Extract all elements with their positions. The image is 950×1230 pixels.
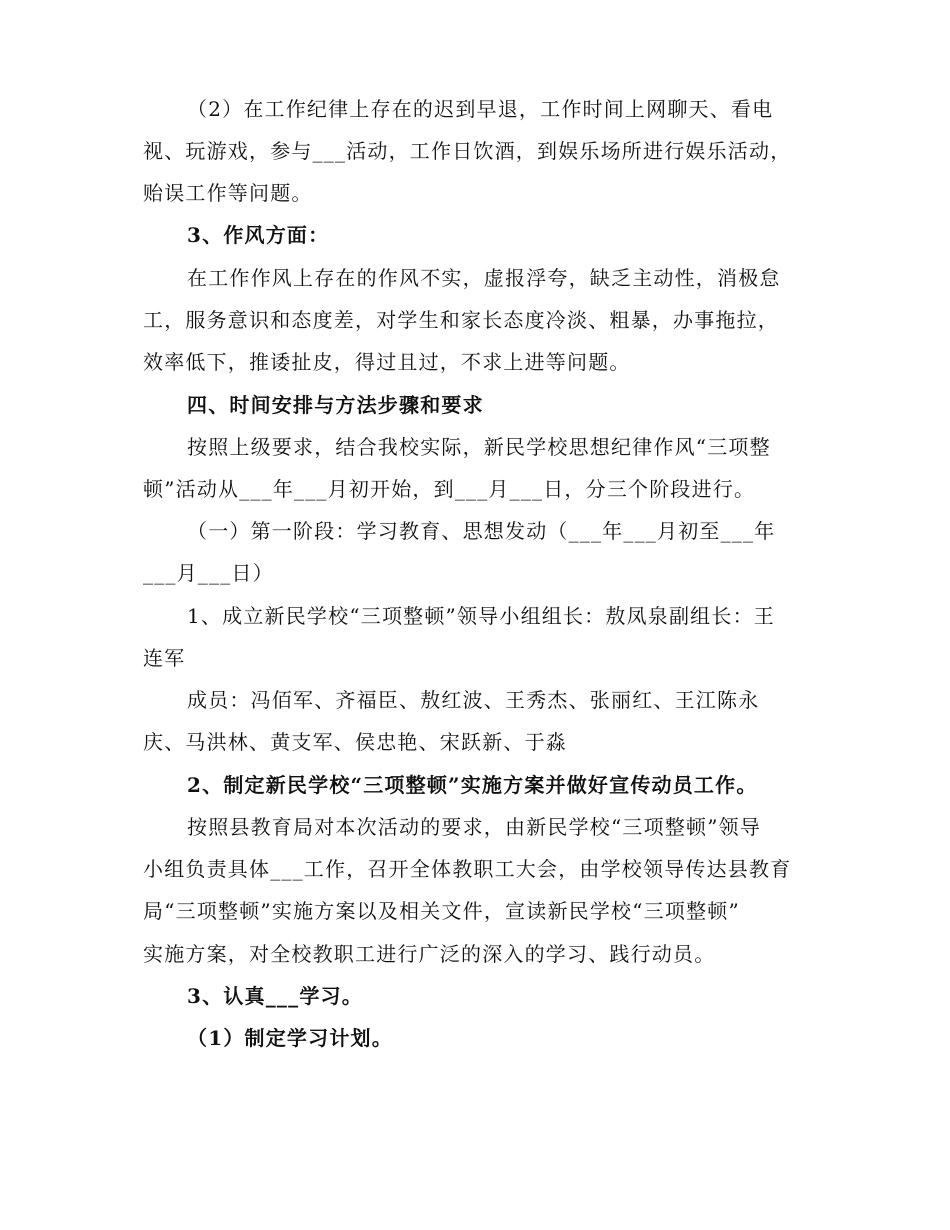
paragraph-line: 连军	[143, 646, 186, 670]
section-heading: 3、认真___学习。	[187, 984, 363, 1008]
paragraph-line: 效率低下，推诿扯皮，得过且过，不求上进等问题。	[143, 350, 631, 374]
paragraph-line: 1、成立新民学校“三项整顿”领导小组组长：敖凤泉副组长：王	[187, 604, 775, 628]
paragraph-line: 视、玩游戏，参与___活动，工作日饮酒，到娱乐场所进行娱乐活动，	[143, 139, 792, 163]
paragraph-line: 在工作作风上存在的作风不实，虚报浮夸，缺乏主动性，消极怠	[187, 266, 781, 290]
paragraph-line: 按照县教育局对本次活动的要求，由新民学校“三项整顿”领导	[187, 815, 762, 839]
paragraph-line: ___月___日）	[143, 561, 274, 585]
paragraph-line: 小组负责具体___工作，召开全体教职工大会，由学校领导传达县教育	[143, 857, 792, 881]
paragraph-line: 按照上级要求，结合我校实际，新民学校思想纪律作风“三项整	[187, 435, 771, 459]
paragraph-line: 实施方案，对全校教职工进行广泛的深入的学习、践行动员。	[143, 942, 716, 966]
section-heading: （1）制定学习计划。	[187, 1026, 393, 1050]
paragraph-line: 贻误工作等问题。	[143, 181, 313, 205]
paragraph-line: 庆、马洪林、黄支军、侯忠艳、宋跃新、于淼	[143, 730, 567, 754]
section-heading: 2、制定新民学校“三项整顿”实施方案并做好宣传动员工作。	[187, 773, 758, 797]
paragraph-line: （2）在工作纪律上存在的迟到早退，工作时间上网聊天、看电	[187, 97, 774, 121]
paragraph-line: 局“三项整顿”实施方案以及相关文件，宣读新民学校“三项整顿”	[143, 899, 740, 923]
paragraph-line: 顿”活动从___年___月初开始，到___月___日，分三个阶段进行。	[143, 477, 756, 501]
paragraph-line: （一）第一阶段：学习教育、思想发动（___年___月初至___年	[187, 519, 776, 543]
paragraph-line: 工，服务意识和态度差，对学生和家长态度冷淡、粗暴，办事拖拉，	[143, 308, 779, 332]
paragraph-line: 成员：冯佰军、齐福臣、敖红波、王秀杰、张丽红、王江陈永	[187, 688, 760, 712]
section-heading: 四、时间安排与方法步骤和要求	[187, 393, 484, 417]
section-heading: 3、作风方面：	[187, 223, 330, 247]
